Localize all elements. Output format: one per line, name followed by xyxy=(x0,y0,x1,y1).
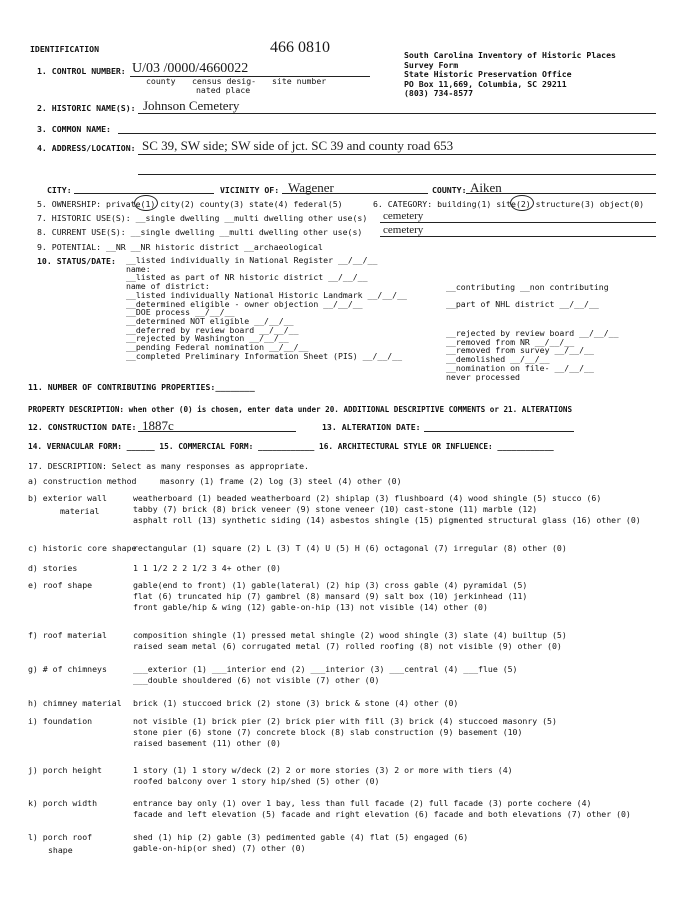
current-use-value: cemetery xyxy=(383,224,424,236)
description-options: 1 1 1/2 2 2 1/2 3 4+ other (0) xyxy=(133,563,281,573)
historic-names-value: Johnson Cemetery xyxy=(143,98,240,113)
vicinity-label: VICINITY OF: xyxy=(220,185,280,195)
status-right-item: __part of NHL district __/__/__ xyxy=(446,299,599,309)
vicinity-line xyxy=(282,193,428,194)
city-line xyxy=(74,193,214,194)
section-title: IDENTIFICATION xyxy=(30,44,100,54)
description-options: weatherboard (1) beaded weatherboard (2) shiplap (3) flushboard (4) wood shingle (5) stucco (6) xyxy=(133,493,602,503)
construction-label: 12. CONSTRUCTION DATE: xyxy=(28,422,137,432)
status-right-item: __removed from NR __/__/__ xyxy=(446,336,575,347)
alteration-row: 13. ALTERATION DATE: xyxy=(322,422,421,432)
agency-line: South Carolina Inventory of Historic Places xyxy=(404,50,616,60)
description-options: brick (1) stuccoed brick (2) stone (3) brick & stone (4) other (0) xyxy=(133,698,459,708)
control-number-label: 1. CONTROL NUMBER: xyxy=(37,66,126,76)
agency-line: Survey Form xyxy=(404,59,459,70)
status-item: __listed as part of NR historic district __/__/__ xyxy=(126,272,368,283)
control-sub-site: site number xyxy=(272,76,327,86)
handwritten-id: 466 0810 xyxy=(270,39,330,56)
description-options: gable(end to front) (1) gable(lateral) (2) hip (3) cross gable (4) pyramidal (5) xyxy=(133,580,528,590)
description-options: tabby (7) brick (8) brick veneer (9) stone veneer (10) cast-stone (11) marble (12) xyxy=(133,504,538,515)
description-options: masonry (1) frame (2) log (3) steel (4) other (0) xyxy=(160,476,402,486)
control-sub-place: nated place xyxy=(196,85,251,95)
description-options: asphalt roll (13) synthetic siding (14) asbestos shingle (15) pigmented structural glass (16) other (0) xyxy=(133,515,641,526)
agency-line: PO Box 11,669, Columbia, SC 29211 xyxy=(404,78,567,89)
description-options: raised basement (11) other (0) xyxy=(133,738,281,749)
status-right-item: __removed from survey __/__/__ xyxy=(446,345,594,356)
description-label: e) roof shape xyxy=(28,580,93,590)
description-heading: 17. DESCRIPTION: Select as many responses as appropriate. xyxy=(28,461,309,471)
status-item: name: xyxy=(126,263,151,274)
status-item: __determined eligible - owner objection __/__/__ xyxy=(126,298,363,309)
description-label-cont: shape xyxy=(48,845,73,855)
description-options: facade and left elevation (5) facade and right elevation (6) facade and both elevations (7) other (0) xyxy=(133,809,631,820)
description-options: 1 story (1) 1 story w/deck (2) 2 or more stories (3) 2 or more with tiers (4) xyxy=(133,765,513,775)
status-item: __pending Federal nomination __/__/__ xyxy=(126,342,309,353)
status-right-item: __rejected by review board __/__/__ xyxy=(446,328,619,338)
description-label: a) construction method xyxy=(28,476,137,486)
agency-block xyxy=(404,51,616,99)
description-label-cont: material xyxy=(60,506,100,516)
agency-line: (803) 734-8577 xyxy=(404,88,474,98)
description-label: i) foundation xyxy=(28,716,93,726)
agency-line: State Historic Preservation Office xyxy=(404,69,572,79)
description-options: entrance bay only (1) over 1 bay, less than full facade (2) full facade (3) porte cochere (4) xyxy=(133,798,592,808)
address-label: 4. ADDRESS/LOCATION: xyxy=(37,143,136,153)
description-options: stone pier (6) stone (7) concrete block (8) slab construction (9) basement (10) xyxy=(133,727,523,738)
status-right-list xyxy=(446,329,619,381)
contributing-row: 11. NUMBER OF CONTRIBUTING PROPERTIES:________ xyxy=(28,382,255,392)
control-number-value: U/03 /0000/4660022 xyxy=(132,61,249,76)
description-options: roofed balcony over 1 story hip/shed (5) other (0) xyxy=(133,776,380,787)
historic-use-value: cemetery xyxy=(383,210,424,222)
construction-value: 1887c xyxy=(142,418,174,433)
potential-row: 9. POTENTIAL: __NR __NR historic district __archaeological xyxy=(37,242,323,252)
description-label: b) exterior wall xyxy=(28,493,107,503)
status-right-item: never processed xyxy=(446,371,520,382)
vicinity-value: Wagener xyxy=(288,180,334,195)
description-options: ___exterior (1) ___interior end (2) ___interior (3) ___central (4) ___flue (5) xyxy=(133,664,518,674)
status-label: 10. STATUS/DATE: xyxy=(37,256,116,266)
county-line xyxy=(466,193,656,194)
description-label: k) porch width xyxy=(28,798,98,808)
status-right-item: __demolished __/__/__ xyxy=(446,354,550,365)
status-item: __DOE process __/__/__ xyxy=(126,307,235,318)
description-options: not visible (1) brick pier (2) brick pier with fill (3) brick (4) stuccoed masonry (5) xyxy=(133,716,557,726)
description-label: d) stories xyxy=(28,563,78,573)
vernacular-row: 14. VERNACULAR FORM: ______ 15. COMMERCIAL FORM: ____________ 16. ARCHITECTURAL STYLE OR INFLUENCE: ____________ xyxy=(28,442,554,451)
status-item: __deferred by review board __/__/__ xyxy=(126,324,299,335)
status-item: __determined NOT eligible __/__/__ xyxy=(126,315,294,326)
description-options: ___double shouldered (6) not visible (7) other (0) xyxy=(133,675,380,686)
historic-use-line xyxy=(380,222,656,223)
description-label: j) porch height xyxy=(28,765,102,775)
historic-names-line xyxy=(138,113,656,114)
control-sub-county: county xyxy=(146,76,176,86)
ownership-row: 5. OWNERSHIP: private(1) city(2) county(3) state(4) federal(5) xyxy=(37,199,343,209)
current-use-row: 8. CURRENT USE(S): __single dwelling __multi dwelling other use(s) xyxy=(37,227,363,237)
description-label: c) historic core shape xyxy=(28,543,137,553)
description-options: front gable/hip & wing (12) gable-on-hip (13) not visible (14) other (0) xyxy=(133,602,488,613)
category-circle xyxy=(510,195,534,211)
description-options: raised seam metal (6) corrugated metal (7) rolled roofing (8) not visible (9) other (0) xyxy=(133,641,562,652)
address-line-2 xyxy=(138,174,656,175)
current-use-line xyxy=(380,236,656,237)
alteration-line xyxy=(424,431,574,432)
description-options: composition shingle (1) pressed metal shingle (2) wood shingle (3) slate (4) builtup (5) xyxy=(133,630,567,640)
common-name-line xyxy=(118,133,656,134)
description-label: g) # of chimneys xyxy=(28,664,107,674)
county-label: COUNTY: xyxy=(432,185,467,195)
description-label: f) roof material xyxy=(28,630,107,640)
address-line xyxy=(138,154,656,155)
status-item: __rejected by Washington __/__/__ xyxy=(126,333,289,344)
common-name-label: 3. COMMON NAME: xyxy=(37,124,111,134)
city-label: CITY: xyxy=(47,185,72,195)
description-options: gable-on-hip(or shed) (7) other (0) xyxy=(133,843,306,854)
ownership-circle xyxy=(134,195,158,211)
description-label: h) chimney material xyxy=(28,698,122,708)
description-options: shed (1) hip (2) gable (3) pedimented gable (4) flat (5) engaged (6) xyxy=(133,832,469,842)
status-right-item: __contributing __non contributing xyxy=(446,282,609,292)
control-sub-census: census desig- xyxy=(192,76,257,86)
description-options: flat (6) truncated hip (7) gambrel (8) mansard (9) salt box (10) jerkinhead (11) xyxy=(133,591,528,602)
historic-use-row: 7. HISTORIC USE(S): __single dwelling __multi dwelling other use(s) xyxy=(37,213,368,223)
status-item: __completed Preliminary Information Sheet (PIS) __/__/__ xyxy=(126,350,403,361)
construction-line xyxy=(138,431,296,432)
category-row: 6. CATEGORY: building(1) site(2) structure(3) object(0) xyxy=(373,199,645,209)
status-item: __listed individually National Historic Landmark __/__/__ xyxy=(126,289,407,300)
county-value: Aiken xyxy=(470,180,502,195)
address-value: SC 39, SW side; SW side of jct. SC 39 and county road 653 xyxy=(142,138,454,153)
status-right-item: __nomination on file- __/__/__ xyxy=(446,362,594,373)
status-item: name of district: xyxy=(126,281,210,292)
description-options: rectangular (1) square (2) L (3) T (4) U (5) H (6) octagonal (7) irregular (8) other (0) xyxy=(133,543,567,553)
status-left-list xyxy=(126,256,407,360)
historic-names-label: 2. HISTORIC NAME(S): xyxy=(37,103,136,113)
status-item: __listed individually in National Register __/__/__ xyxy=(126,255,378,265)
property-description-row: PROPERTY DESCRIPTION: when other (0) is chosen, enter data under 20. ADDITIONAL DESCRIPTIVE COMMENTS or 21. ALTERATIONS xyxy=(28,405,573,414)
description-label: l) porch roof xyxy=(28,832,93,842)
